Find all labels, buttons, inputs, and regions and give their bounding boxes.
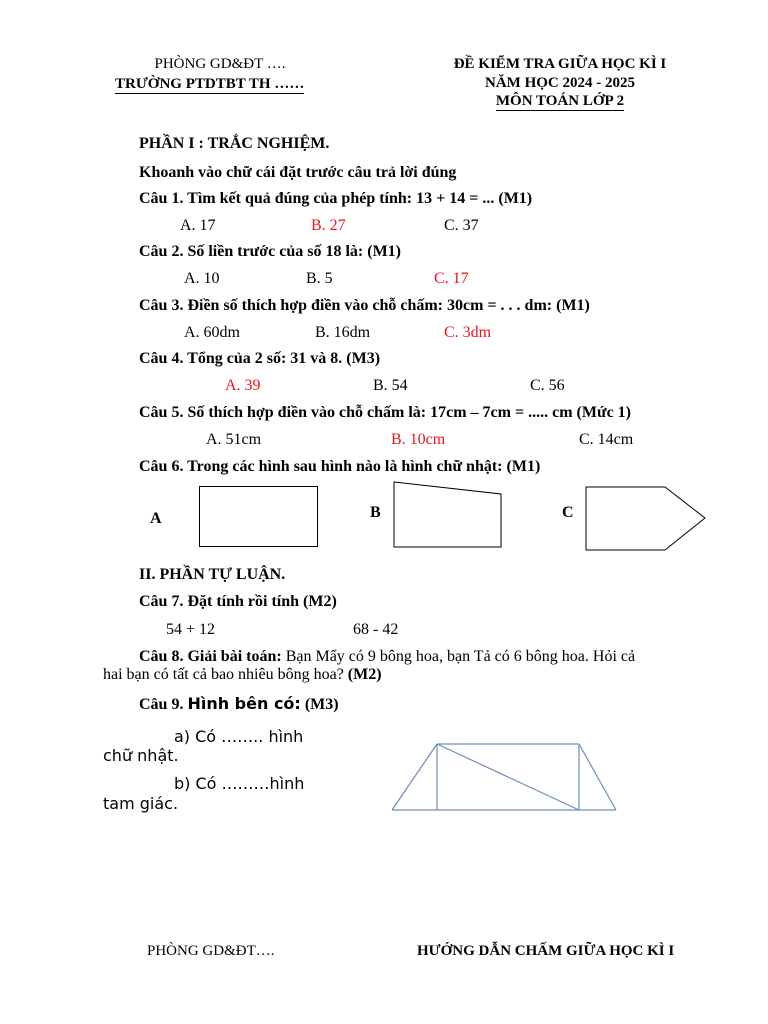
shape-a-rectangle[interactable] [199, 486, 319, 548]
q7-expression-1: 54 + 12 [166, 621, 216, 638]
q7-expression-2: 68 - 42 [353, 621, 399, 638]
footer-department: PHÒNG GD&ĐT…. [147, 943, 275, 959]
school-name: TRƯỜNG PTDTBT TH …… [115, 76, 305, 92]
q9-part-a-line1: a) Có …….. hình [174, 727, 304, 746]
question-4: Câu 4. Tổng của 2 số: 31 và 8. (M3) [139, 350, 381, 367]
q3-option-b[interactable]: B. 16dm [315, 324, 371, 341]
part2-title: II. PHẦN TỰ LUẬN. [139, 566, 286, 583]
q1-option-b[interactable]: B. 27 [311, 217, 346, 234]
q4-option-b[interactable]: B. 54 [373, 377, 408, 394]
question-1: Câu 1. Tìm kết quả đúng của phép tính: 13 + 14 = ... (M1) [139, 190, 533, 207]
q3-option-a[interactable]: A. 60dm [184, 324, 240, 341]
q3-option-c[interactable]: C. 3dm [444, 324, 492, 341]
question-8-line1: Câu 8. Giải bài toán: Bạn Mẩy có 9 bông hoa, bạn Tả có 6 bông hoa. Hỏi cả [139, 648, 636, 665]
q5-option-a[interactable]: A. 51cm [206, 431, 262, 448]
question-7: Câu 7. Đặt tính rồi tính (M2) [139, 593, 337, 610]
shape-b-trapezoid[interactable] [393, 481, 503, 549]
q9-part-b-line2: tam giác. [103, 794, 179, 813]
shape-label-b: B [370, 504, 381, 521]
question-5: Câu 5. Số thích hợp điền vào chỗ chấm là: 17cm – 7cm = ..... cm (Mức 1) [139, 404, 631, 421]
shape-label-a: A [150, 510, 162, 527]
q9-figure [392, 742, 618, 812]
part1-instruction: Khoanh vào chữ cái đặt trước câu trả lời đúng [139, 164, 457, 181]
department-header: PHÒNG GD&ĐT …. [154, 56, 286, 72]
q5-option-c[interactable]: C. 14cm [579, 431, 634, 448]
q5-option-b[interactable]: B. 10cm [391, 431, 446, 448]
question-6: Câu 6. Trong các hình sau hình nào là hình chữ nhật: (M1) [139, 458, 541, 475]
question-2: Câu 2. Số liền trước của số 18 là: (M1) [139, 243, 401, 260]
q2-option-b[interactable]: B. 5 [306, 270, 333, 287]
subject-title: MÔN TOÁN LỚP 2 [495, 93, 625, 109]
q9-part-b-line1: b) Có ………hình [174, 774, 305, 793]
q4-option-a[interactable]: A. 39 [225, 377, 261, 394]
footer-answer-key-title: HƯỚNG DẪN CHẤM GIỮA HỌC KÌ I [417, 943, 675, 959]
q2-option-c[interactable]: C. 17 [434, 270, 469, 287]
question-9: Câu 9. Hình bên có: (M3) [139, 694, 339, 713]
shape-label-c: C [562, 504, 574, 521]
q1-option-c[interactable]: C. 37 [444, 217, 479, 234]
school-year: NĂM HỌC 2024 - 2025 [485, 75, 635, 91]
exam-title: ĐỀ KIỂM TRA GIỮA HỌC KÌ I [453, 56, 667, 72]
part1-title: PHẦN I : TRẮC NGHIỆM. [139, 135, 330, 152]
q4-option-c[interactable]: C. 56 [530, 377, 565, 394]
question-3: Câu 3. Điền số thích hợp điền vào chỗ chấm: 30cm = . . . dm: (M1) [139, 297, 590, 314]
question-8-line2: hai bạn có tất cả bao nhiêu bông hoa? (M2) [103, 666, 382, 683]
q2-option-a[interactable]: A. 10 [184, 270, 220, 287]
q9-part-a-line2: chữ nhật. [103, 746, 179, 765]
q1-option-a[interactable]: A. 17 [180, 217, 216, 234]
shape-c-pentagon[interactable] [585, 486, 707, 552]
